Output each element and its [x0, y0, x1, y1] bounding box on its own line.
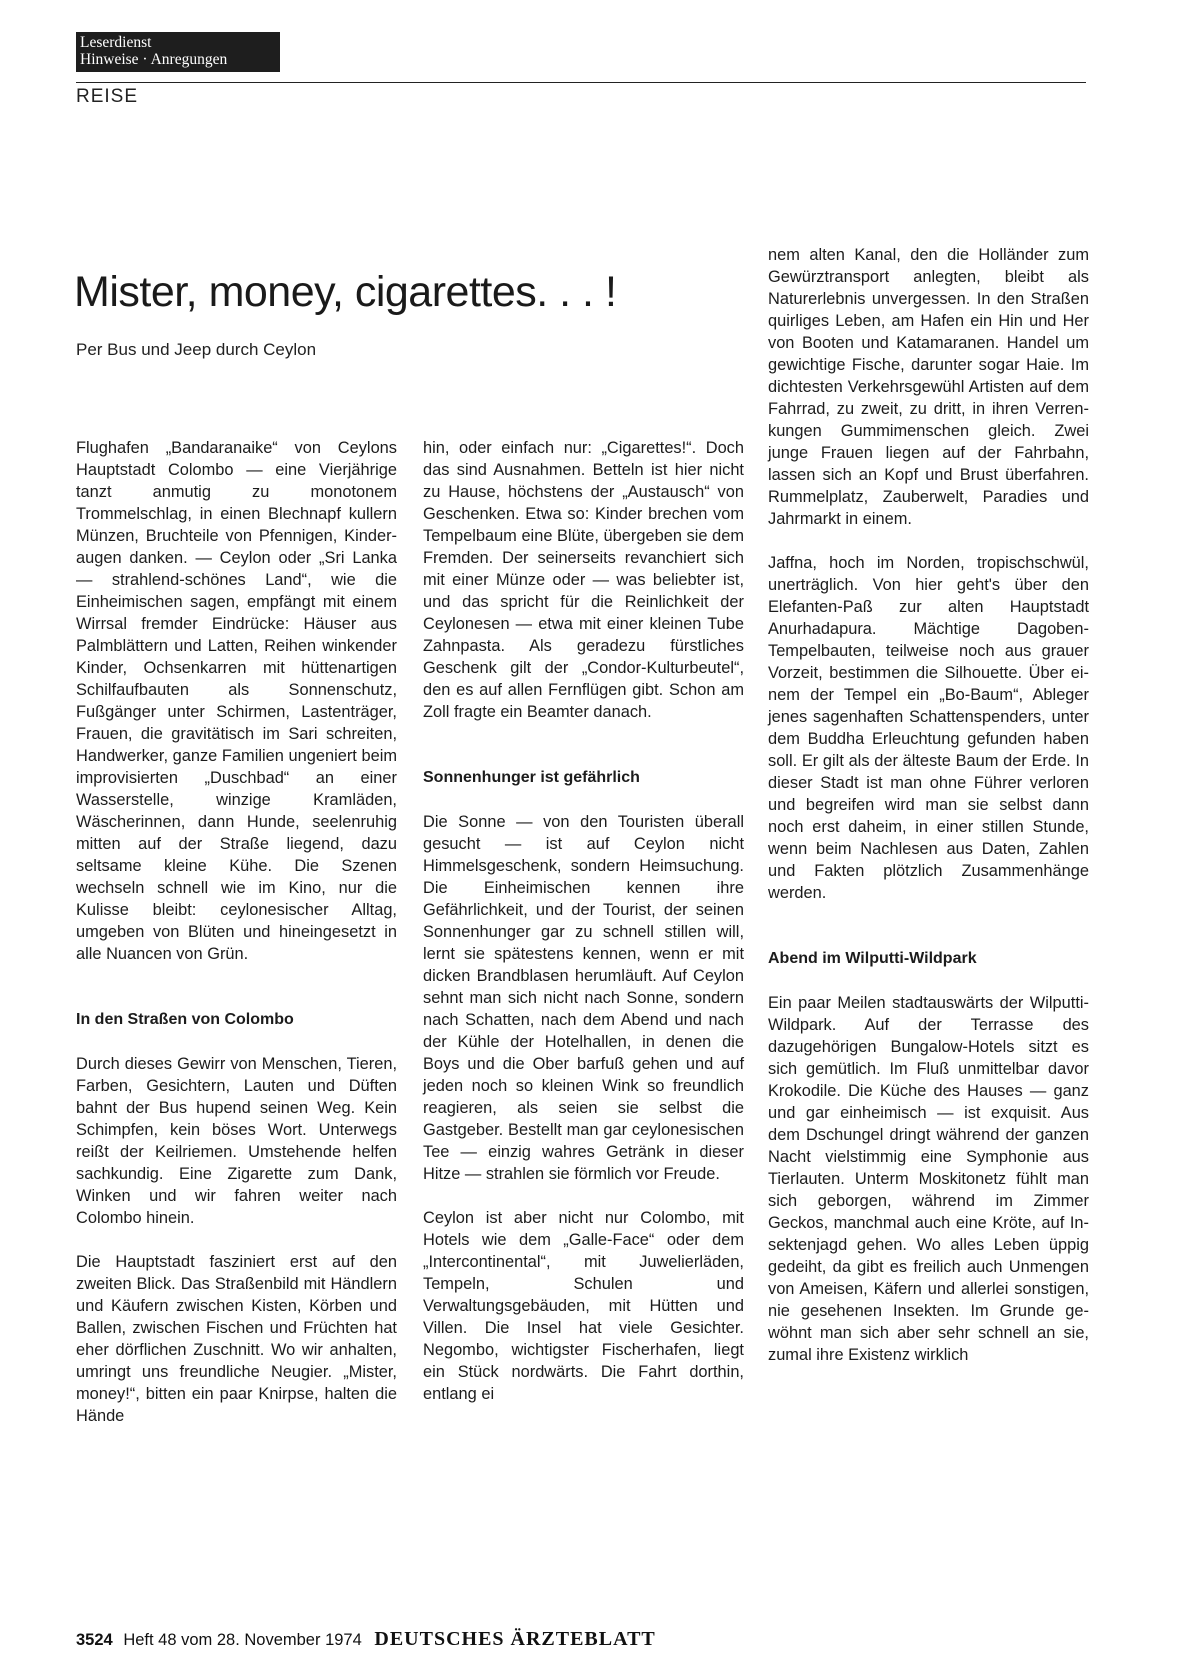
text-column-3: [768, 244, 1089, 1366]
section-label: REISE: [76, 86, 139, 107]
magazine-name: DEUTSCHES ÄRZTEBLATT: [374, 1628, 656, 1650]
text-column-2: [423, 437, 744, 1405]
text-column-1: [76, 437, 397, 1427]
leserdienst-badge: [76, 32, 280, 72]
paragraph: Die Sonne — von den Touristen überall gesucht — ist auf Ceylon nicht Himmelsgeschenk, sondern Heimsuchung. Die Einheimischen kennen ihre Gefährlichkeit, und der Tourist, der seinen Sonnenhunger gar zu schnell stillen will, lernt sie spätestens kennen, wenn er mit dicken Brandblasen herumläuft. Auf Ceylon sehnt man sich nicht nach Sonne, sondern nach Schatten, nach dem Abend und nach der Kühle der Hotelhallen, in denen die Boys und die Ober barfuß gehen und auf jeden noch so kleinen Wink so freundlich reagieren, als seien sie selbst die Gastgeber. Bestellt man gar ceylonesischen Tee — einzig wahres Getränk in dieser Hitze — strahlen sie förmlich vor Freude.: [423, 813, 744, 1183]
article-title: Mister, money, cigarettes. . . !: [74, 267, 617, 316]
badge-line-2: Hinweise · Anregungen: [80, 51, 228, 68]
page-number: 3524: [76, 1631, 113, 1649]
subheading: In den Straßen von Colombo: [76, 1011, 294, 1028]
paragraph: Durch dieses Gewirr von Menschen, Tieren, Farben, Gesichtern, Lauten und Düften bahnt der Bus hupend seinen Weg. Kein Schimpfen, kein böses Wort. Unterwegs reißt der Keilriemen. Umstehende helfen sachkundig. Eine Zigarette zum Dank, Winken und wir fahren weiter nach Colombo hinein.: [76, 1055, 397, 1227]
paragraph: Die Hauptstadt fasziniert erst auf den zweiten Blick. Das Straßenbild mit Händlern und Käufern zwischen Kisten, Körben und Ballen, zwischen Fischen und Früchten hat eher dörflichen Zuschnitt. Wo wir anhalten, umringt uns freundliche Neugier. „Mister, money!“, bitten ein paar Knirpse, halten die Hände: [76, 1253, 397, 1425]
paragraph: Ceylon ist aber nicht nur Colombo, mit Hotels wie dem „Galle-Face“ oder dem „Intercontinental“, mit Juwelierläden, Tempeln, Schulen und Verwaltungsgebäuden, mit Hütten und Villen. Die Insel hat viele Gesichter. Negombo, wichtigster Fischerhafen, liegt ein Stück nordwärts. Die Fahrt dorthin, entlang ei: [423, 1209, 744, 1403]
subheading: Abend im Wilputti-Wildpark: [768, 950, 977, 967]
issue-info: Heft 48 vom 28. November 1974: [123, 1631, 362, 1649]
header-rule: [76, 82, 1086, 83]
article-subtitle: Per Bus und Jeep durch Ceylon: [76, 340, 317, 359]
page-footer: [76, 1628, 656, 1651]
paragraph: Flughafen „Bandaranaike“ von Ceylons Hauptstadt Colombo — eine Vierjährige tanzt anmutig zu monotonem Trommelschlag, in einen Blechnapf kullern Münzen, Bruchteile von Pfennigen, Kinderaugen danken. — Ceylon oder „Sri Lanka — strahlend-schönes Land“, wie die Einheimischen sagen, empfängt mit einem Wirrsal fremder Eindrücke: Häuser aus Palmblättern und Latten, Reihen winkender Kinder, Ochsenkarren mit hüttenartigen Schilfaufbauten als Sonnenschutz, Fußgänger unter Schirmen, Lastenträger, Frauen, die gravitätisch im Sari schreiten, Handwerker, ganze Familien ungeniert beim improvisierten „Duschbad“ an einer Wasserstelle, winzige Kramläden, Wäscherinnen, dann Hunde, seelenruhig mitten auf der Straße liegend, dazu seltsame kleine Kühe. Die Szenen wechseln schnell wie im Kino, nur die Kulisse bleibt: ceylonesischer Alltag, umgeben von Blüten und hineingesetzt in alle Nuancen von Grün.: [76, 439, 397, 963]
paragraph: Ein paar Meilen stadtauswärts der Wilputti-Wildpark. Auf der Terrasse des dazugehörigen Bungalow-Hotels sitzt es sich gemütlich. Im Fluß unmittelbar davor Krokodile. Die Küche des Hauses — ganz und gar einheimisch — ist exquisit. Aus dem Dschungel dringt während der ganzen Nacht vielstimmig eine Symphonie aus Tierlauten. Unterm Moskitonetz fühlt man sich geborgen, während im Zimmer Geckos, manchmal auch eine Kröte, auf Insektenjagd gehen. Wo alles Leben üppig gedeiht, da gibt es freilich auch Unmengen von Ameisen, Käfern und allerlei sonstigen, nie gesehenen Insekten. Im Grunde gewöhnt man sich aber sehr schnell an sie, zumal ihre Existenz wirklich: [768, 994, 1089, 1364]
paragraph: hin, oder einfach nur: „Cigarettes!“. Doch das sind Ausnahmen. Betteln ist hier nicht zu Hause, höchstens der „Austausch“ von Geschenken. Etwa so: Kinder brechen vom Tempelbaum eine Blüte, übergeben sie dem Fremden. Der seinerseits revanchiert sich mit einer Münze oder — was beliebter ist, und das spricht für die Reinlichkeit der Ceylonesen — etwa mit einer kleinen Tube Zahnpasta. Als geradezu fürstliches Geschenk gilt der „Condor-Kulturbeutel“, den es auf allen Fernflügen gibt. Schon am Zoll fragte ein Beamter danach.: [423, 439, 744, 721]
paragraph: Jaffna, hoch im Norden, tropischschwül, unerträglich. Von hier geht's über den Elefanten-Paß zur alten Hauptstadt Anurhadapura. Mächtige Dagoben-Tempelbauten, teilweise noch aus grauer Vorzeit, bestimmen die Silhouette. Über einem der Tempel ein „Bo-Baum“, Ableger jenes sagenhaften Schattenspenders, unter dem Buddha Erleuchtung gefunden haben soll. Er gilt als der älteste Baum der Erde. In dieser Stadt ist man ohne Führer verloren und begreifen wird man sie selbst dann noch erst daheim, in einer stillen Stunde, wenn beim Nachlesen aus Daten, Zahlen und Fakten plötzlich Zusammenhänge werden.: [768, 554, 1089, 902]
subheading: Sonnenhunger ist gefährlich: [423, 769, 640, 786]
paragraph: nem alten Kanal, den die Holländer zum Gewürztransport anlegten, bleibt als Naturerlebnis unvergessen. In den Straßen quirliges Leben, am Hafen ein Hin und Her von Booten und Katamaranen. Handel um gewichtige Fische, darunter sogar Haie. Im dichtesten Verkehrsgewühl Artisten auf dem Fahrrad, zu zweit, zu dritt, in ihren Verrenkungen Gummimenschen gleich. Zwei junge Frauen liegen auf der Fahrbahn, lassen sich an Kopf und Brust überfahren. Rummelplatz, Zauberwelt, Paradies und Jahrmarkt in einem.: [768, 246, 1089, 528]
badge-line-1: Leserdienst: [80, 34, 152, 51]
